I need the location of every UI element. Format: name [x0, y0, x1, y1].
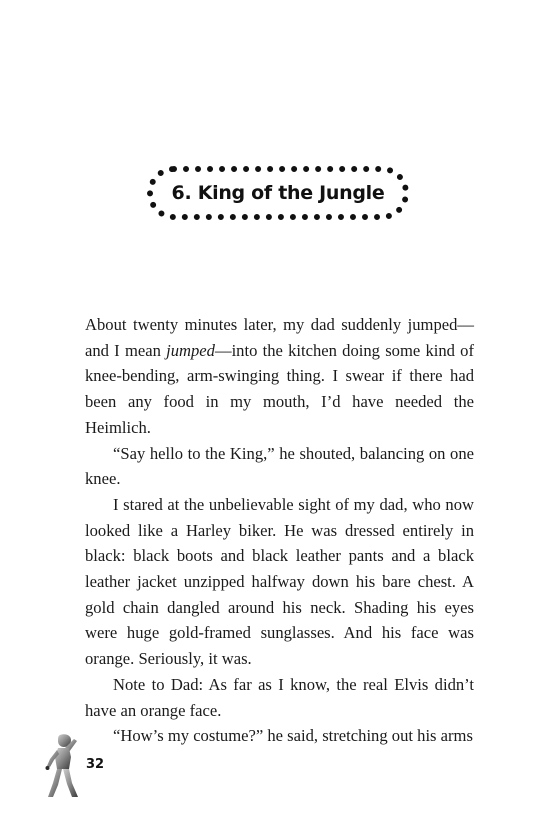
paragraph-5: “How’s my costume?” he said, stretching out his arms — [113, 726, 473, 746]
paragraph-1-emphasis: jumped — [166, 340, 215, 360]
paragraph-2: “Say hello to the King,” he shouted, balancing on one knee. — [85, 443, 474, 489]
body-text — [85, 312, 474, 749]
paragraph-4: Note to Dad: As far as I know, the real Elvis didn’t have an orange face. — [85, 674, 474, 720]
paragraph-1-end: —into the kitchen doing some kind of knee-bending, arm-swinging thing. I swear if there had been any food in my mouth, I’d have needed the Heimlich. — [85, 340, 474, 437]
chapter-title: 6. King of the Jungle — [171, 182, 385, 204]
page-number: 32 — [86, 757, 105, 772]
paragraph-1 — [85, 312, 474, 441]
paragraph-1-start: About twenty minutes later, my dad suddenly jumped—and I mean — [85, 315, 474, 360]
paragraph-3: I stared at the unbelievable sight of my dad, who now looked like a Harley biker. He was dressed entirely in black: black boots and black leather pants and a black leather jacket unzipped halfway down his bare chest. A gold chain dangled around his neck. Shading his eyes were huge gold-framed sunglasses. And his face was orange. Seriously, it was. — [85, 494, 474, 669]
chapter-heading-frame — [147, 166, 409, 220]
elvis-silhouette-icon — [44, 733, 82, 799]
